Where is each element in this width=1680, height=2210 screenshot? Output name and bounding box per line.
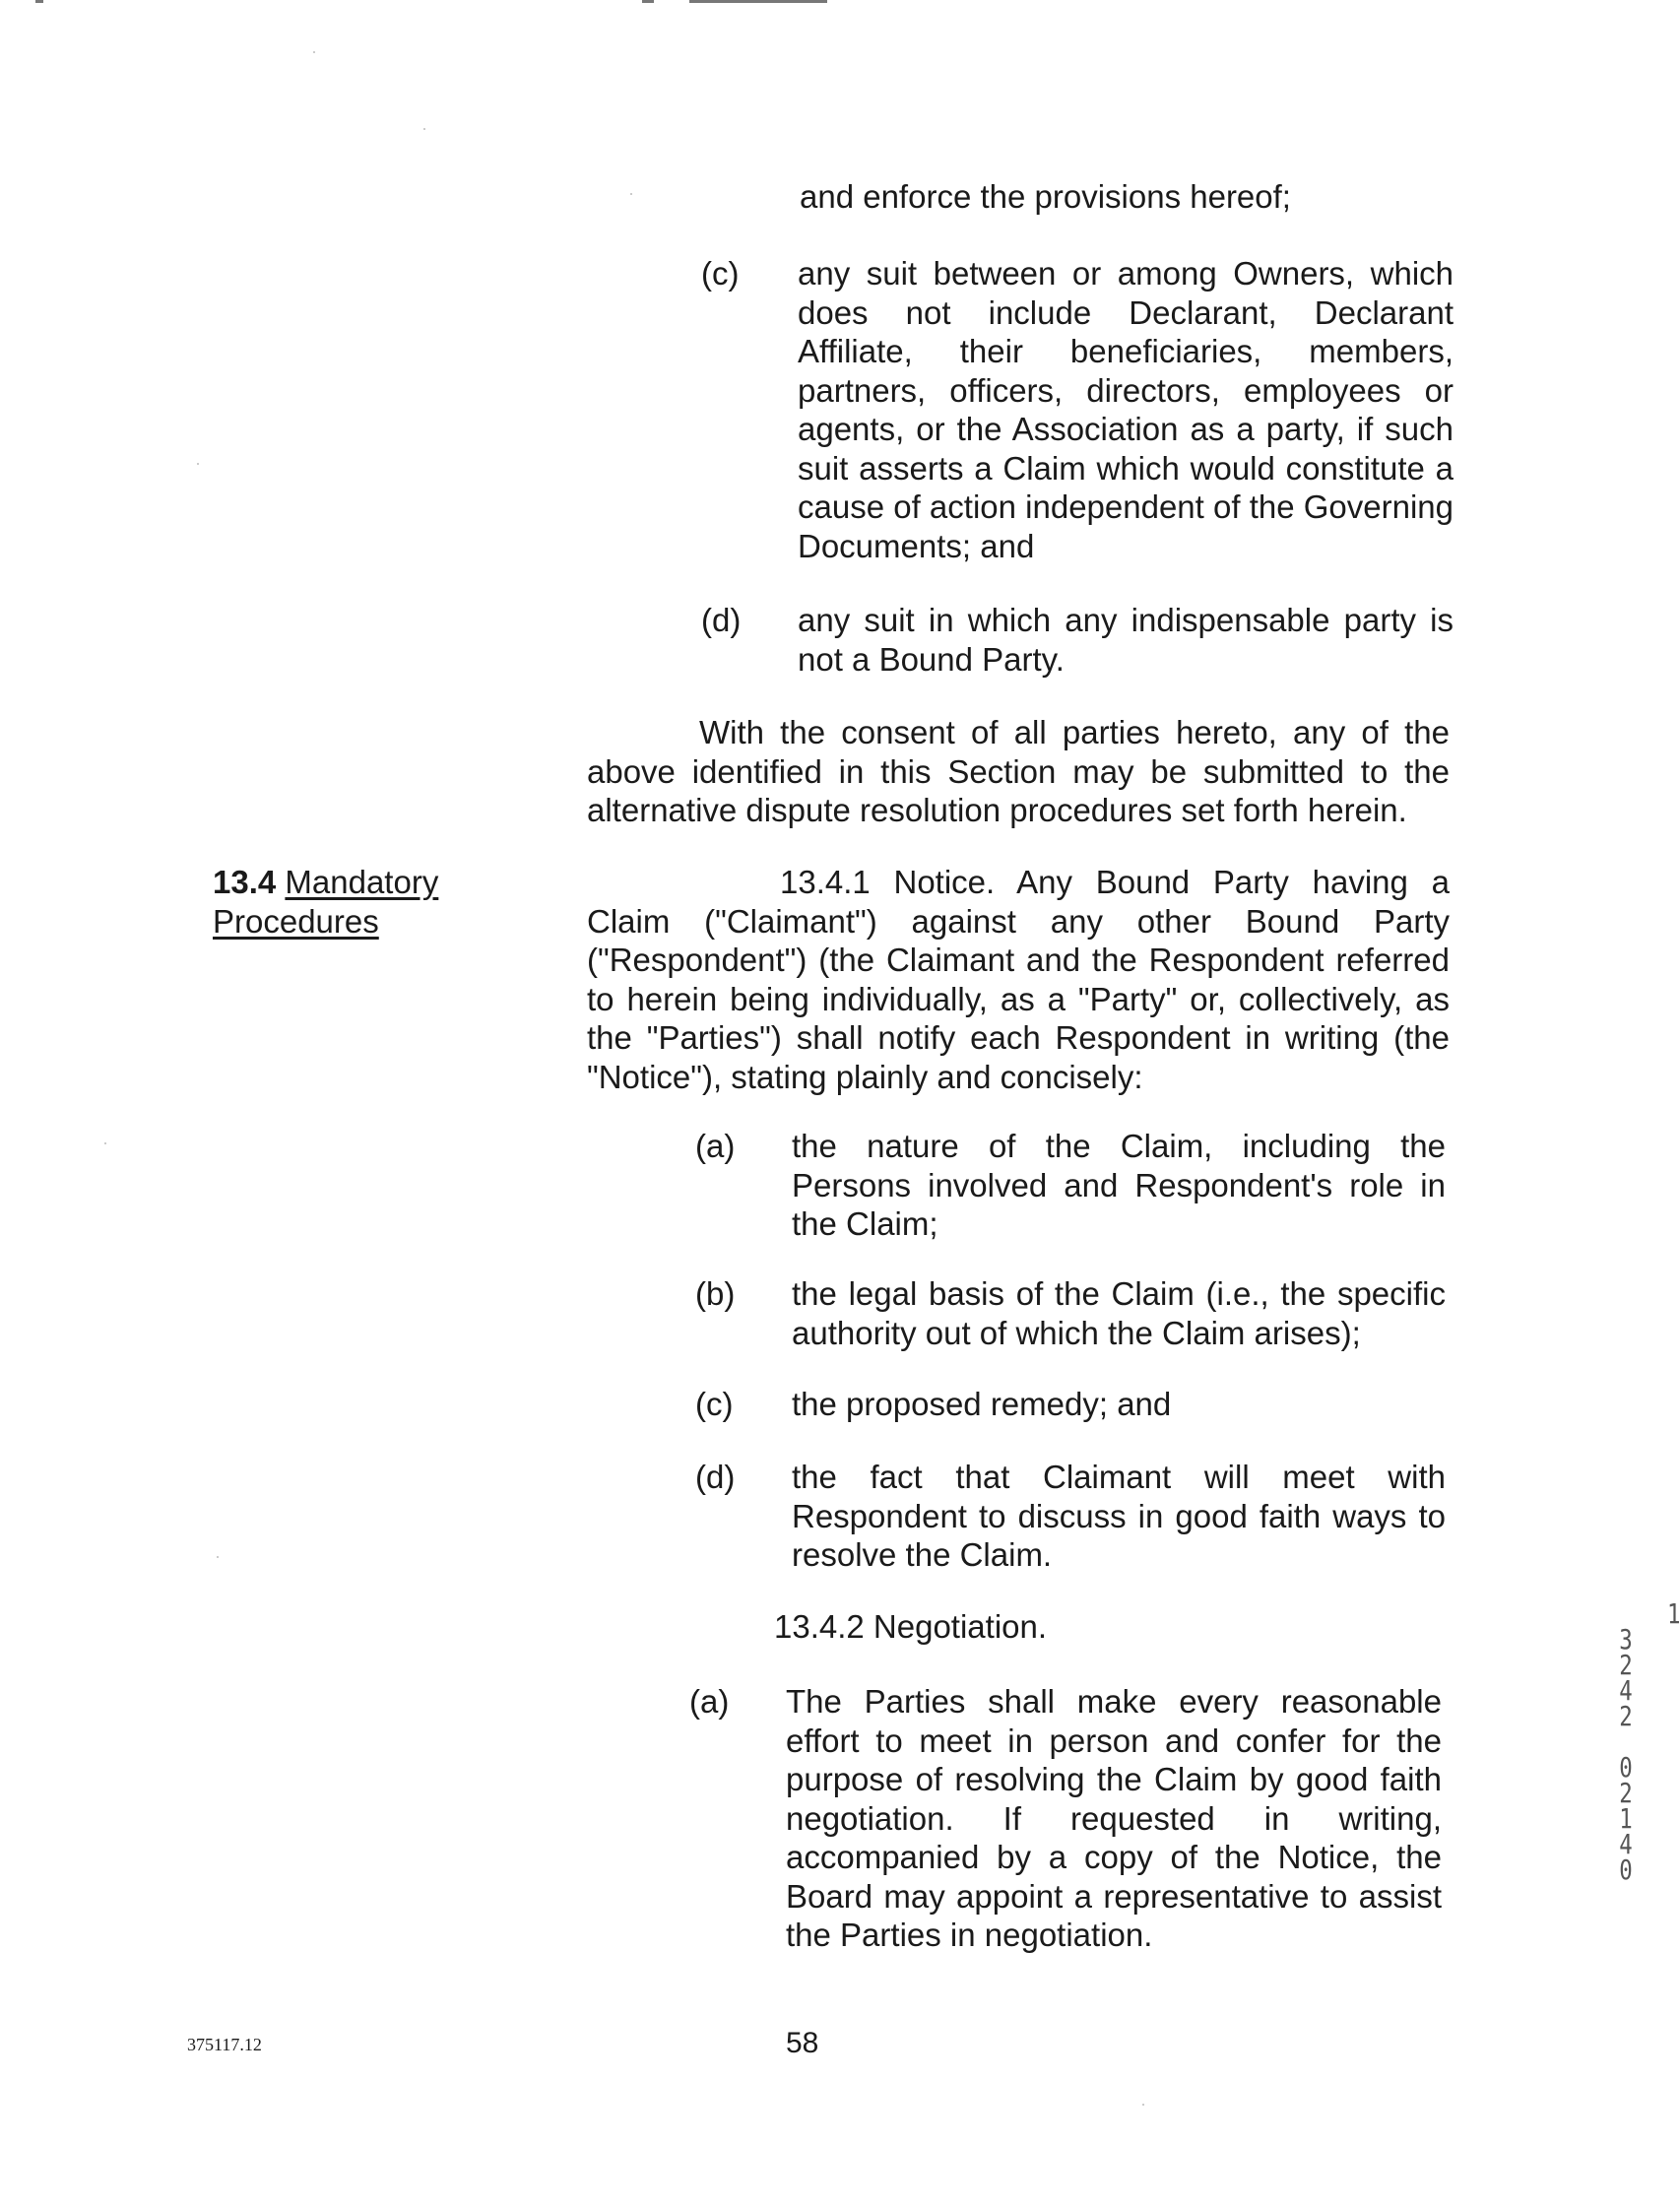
scan-speck — [197, 463, 199, 465]
scan-speck — [423, 128, 425, 130]
document-id: 375117.12 — [187, 2035, 262, 2054]
notice-item-label-b: (b) — [695, 1275, 736, 1312]
scan-speck — [630, 193, 632, 195]
notice-item-text-a: the nature of the Claim, including the Persons involved and Respondent's role in the Claim; — [792, 1128, 1446, 1242]
continuation-text: and enforce the provisions hereof; — [800, 178, 1291, 215]
scan-speck — [313, 51, 315, 53]
negotiation-item-label-a: (a) — [689, 1683, 730, 1720]
scan-speck — [1142, 2104, 1144, 2106]
negotiation-item-text-a: The Parties shall make every reasonable effort to meet in person and confer for the purpose of resolving the Claim by good faith negotiation. If requested in writing, accompanied by a copy of the Notice, the Board may appoint a representative to assist the Parties in negotiation. — [786, 1683, 1442, 1953]
scan-header-mark — [35, 0, 43, 3]
notice-item-label-a: (a) — [695, 1128, 736, 1164]
scan-speck — [217, 1556, 219, 1558]
item-label-c: (c) — [701, 255, 740, 292]
recording-stamp — [1614, 1576, 1680, 1909]
notice-item-label-c: (c) — [695, 1386, 734, 1422]
notice-item-label-d: (d) — [695, 1459, 736, 1495]
scan-header-mark — [689, 0, 827, 3]
notice-item-text-d: the fact that Claimant will meet with Respondent to discuss in good faith ways to resolve the Claim. — [792, 1459, 1446, 1573]
item-text-d: any suit in which any indispensable party is not a Bound Party. — [798, 602, 1454, 678]
negotiation-heading: 13.4.2 Negotiation. — [774, 1608, 1048, 1645]
recording-stamp-text: 1 3 2 4 2 0 2 1 4 0 — [1619, 1597, 1680, 1886]
notice-item-text-b: the legal basis of the Claim (i.e., the specific authority out of which the Claim arises); — [792, 1275, 1446, 1351]
notice-paragraph: 13.4.1 Notice. Any Bound Party having a Claim ("Claimant") against any other Bound Party ("Respondent") (the Claimant and the Respondent referred to herein being individually, as a "Party" or, collectively, as the "Parties") shall notify each Respondent in writing (the "Notice"), stating plainly and concisely: — [587, 864, 1450, 1095]
item-label-d: (d) — [701, 602, 742, 638]
section-number: 13.4 — [213, 864, 277, 900]
notice-item-text-c: the proposed remedy; and — [792, 1386, 1172, 1422]
scan-header-mark — [642, 0, 654, 3]
scan-speck — [104, 1142, 106, 1144]
item-text-c: any suit between or among Owners, which does not include Declarant, Declarant Affiliate, their beneficiaries, members, partners, officers, directors, employees or agents, or the Association as a party, if such suit asserts a Claim which would constitute a cause of action independent of the Governing Documents; and — [798, 255, 1454, 564]
section-title-line1: Mandatory — [285, 864, 439, 900]
section-heading — [213, 863, 438, 941]
page-number: 58 — [786, 2027, 819, 2059]
section-title-line2: Procedures — [213, 902, 379, 940]
consent-paragraph: With the consent of all parties hereto, any of the above identified in this Section may be submitted to the alternative dispute resolution procedures set forth herein. — [587, 714, 1450, 828]
